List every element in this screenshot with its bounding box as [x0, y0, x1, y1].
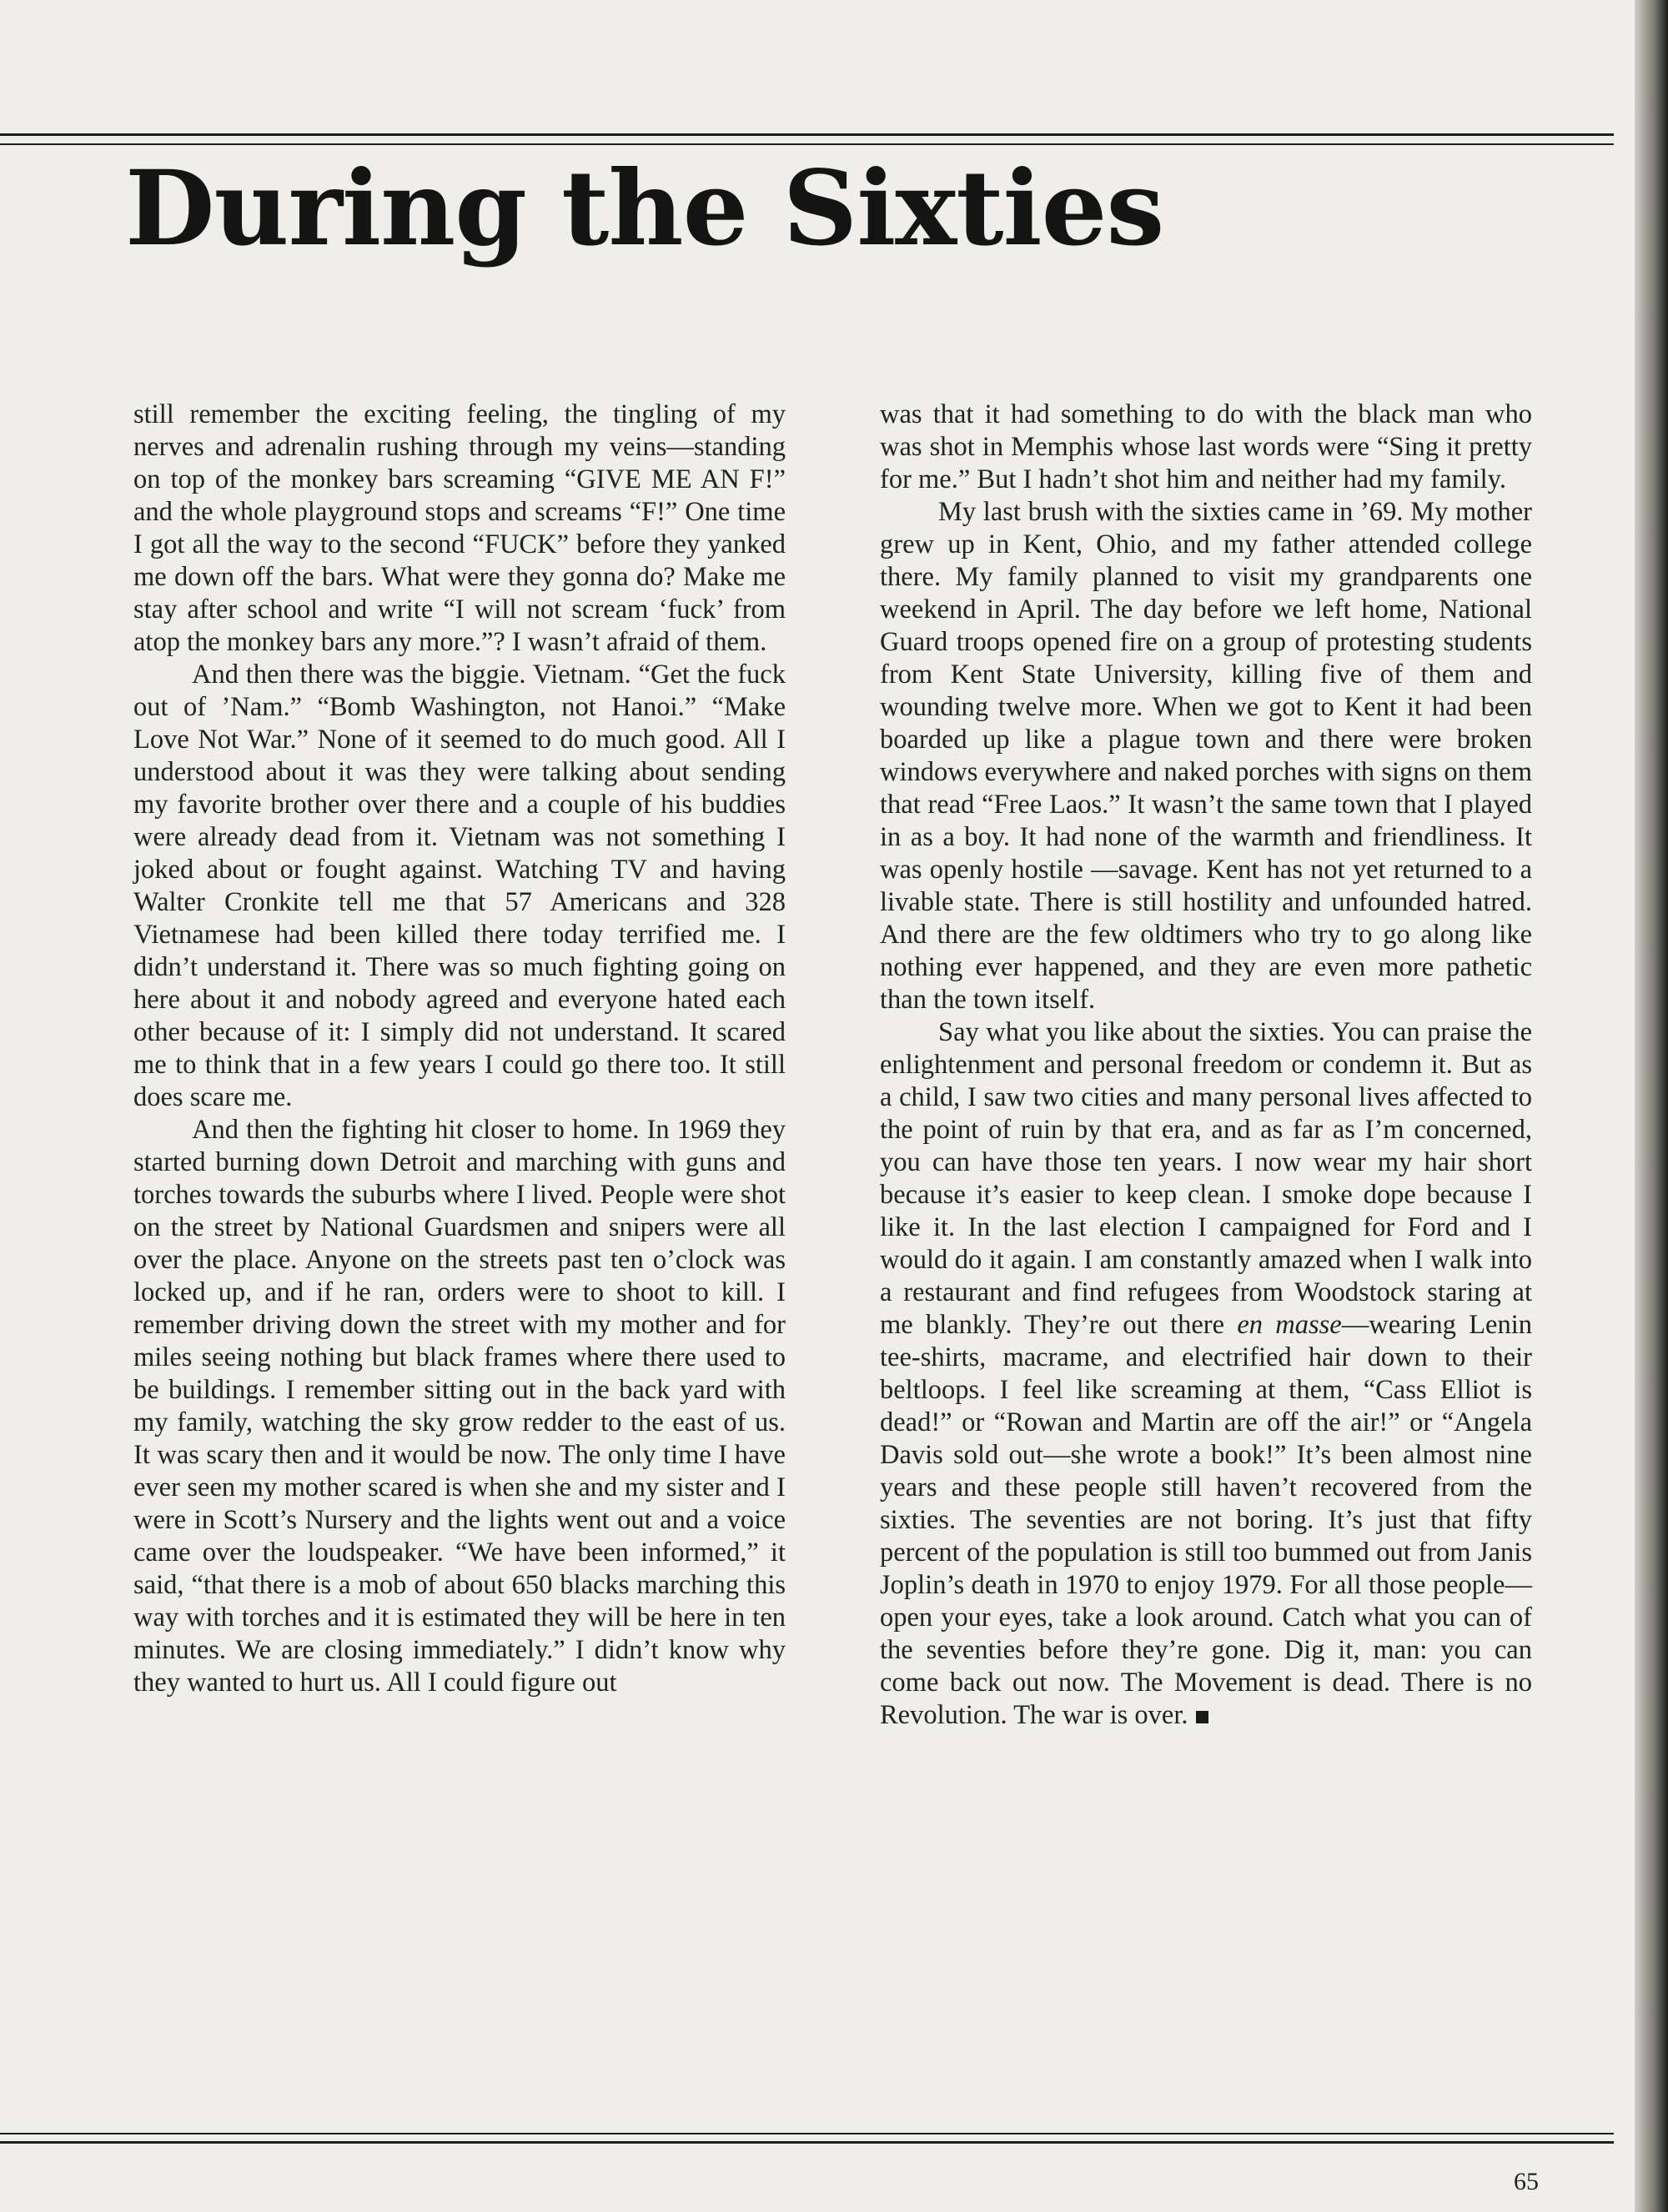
- paragraph: was that it had something to do with the black man who was shot in Memphis whose last words were “Sing it pretty for me.” But I hadn’t shot him and neither had my family.: [880, 399, 1532, 494]
- paragraph: And then there was the biggie. Vietnam. “Get the fuck out of ’Nam.” “Bomb Washington, not Hanoi.” “Make Love Not War.” None of it seemed to do much good. All I understood about it was they were talking about sending my favorite brother over there and a couple of his buddies were already dead from it. Vietnam was not something I joked about or fought against. Watching TV and having Walter Cronkite tell me that 57 Americans and 328 Vietnamese had been killed there today terrified me. I didn’t understand it. There was so much fighting going on here about it and nobody agreed and everyone hated each other because of it: I simply did not understand. It scared me to think that in a few years I could go there too. It still does scare me.: [133, 660, 786, 1112]
- footer-rule-thick: [0, 2141, 1614, 2144]
- paragraph: My last brush with the sixties came in ’69. My mother grew up in Kent, Ohio, and my father attended college there. My family planned to visit my grandparents one weekend in April. The day before we left home, National Guard troops opened fire on a group of protesting students from Kent State University, killing five of them and wounding twelve more. When we got to Kent it had been boarded up like a plague town and there were broken windows everywhere and naked porches with signs on them that read “Free Laos.” It wasn’t the same town that I played in as a boy. It had none of the warmth and friendliness. It was openly hostile —savage. Kent has not yet returned to a livable state. There is still hostility and unfounded hatred. And there are the few oldtimers who try to go along like nothing ever happened, and they are even more pathetic than the town itself.: [880, 497, 1532, 1015]
- page-edge-shadow: [1635, 0, 1668, 2212]
- italic-phrase: en masse: [1237, 1310, 1342, 1340]
- header-rule-thin: [0, 143, 1614, 145]
- paragraph: [880, 1016, 1532, 1732]
- header-rule-thick: [0, 133, 1614, 136]
- end-mark-icon: [1196, 1711, 1208, 1723]
- left-column: [133, 399, 786, 1699]
- paragraph: still remember the exciting feeling, the tingling of my nerves and adrenalin rushing through my veins—standing on top of the monkey bars screaming “GIVE ME AN F!” and the whole playground stops and screams “F!” One time I got all the way to the second “FUCK” before they yanked me down off the bars. What were they gonna do? Make me stay after school and write “I will not scream ‘fuck’ from atop the monkey bars any more.”? I wasn’t afraid of them.: [133, 399, 786, 657]
- page-number: 65: [1514, 2168, 1539, 2195]
- paragraph-text: Say what you like about the sixties. You can praise the enlightenment and personal freedom or condemn it. But as a child, I saw two cities and many personal lives affected to the point of ruin by that era, and as far as I’m concerned, you can have those ten years. I now wear my hair short because it’s easier to keep clean. I smoke dope because I like it. In the last election I campaigned for Ford and I would do it again. I am constantly amazed when I walk into a restaurant and find refugees from Woodstock staring at me blankly. They’re out there: [880, 1017, 1532, 1340]
- paragraph-text: —wearing Lenin tee-shirts, macrame, and electrified hair down to their beltloops. I feel like screaming at them, “Cass Elliot is dead!” or “Rowan and Martin are off the air!” or “Angela Davis sold out—she wrote a book!” It’s been almost nine years and these people still haven’t recovered from the sixties. The seventies are not boring. It’s just that fifty percent of the population is still too bummed out from Janis Joplin’s death in 1970 to enjoy 1979. For all those people—open your eyes, take a look around. Catch what you can of the seventies before they’re gone. Dig it, man: you can come back out now. The Movement is dead. There is no Revolution. The war is over.: [880, 1310, 1533, 1730]
- article-title: During the Sixties: [125, 148, 1164, 269]
- right-column: [880, 399, 1532, 1732]
- paragraph: And then the fighting hit closer to home. In 1969 they started burning down Detroit and marching with guns and torches towards the suburbs where I lived. People were shot on the street by National Guardsmen and snipers were all over the place. Anyone on the streets past ten o’clock was locked up, and if he ran, orders were to shoot to kill. I remember driving down the street with my mother and for miles seeing nothing but black frames where there used to be buildings. I remember sitting out in the back yard with my family, watching the sky grow redder to the east of us. It was scary then and it would be now. The only time I have ever seen my mother scared is when she and my sister and I were in Scott’s Nursery and the lights went out and a voice came over the loudspeaker. “We have been informed,” it said, “that there is a mob of about 650 blacks marching this way with torches and it is estimated they will be here in ten minutes. We are closing immediately.” I didn’t know why they wanted to hurt us. All I could figure out: [133, 1115, 786, 1698]
- footer-rule-thin: [0, 2133, 1614, 2134]
